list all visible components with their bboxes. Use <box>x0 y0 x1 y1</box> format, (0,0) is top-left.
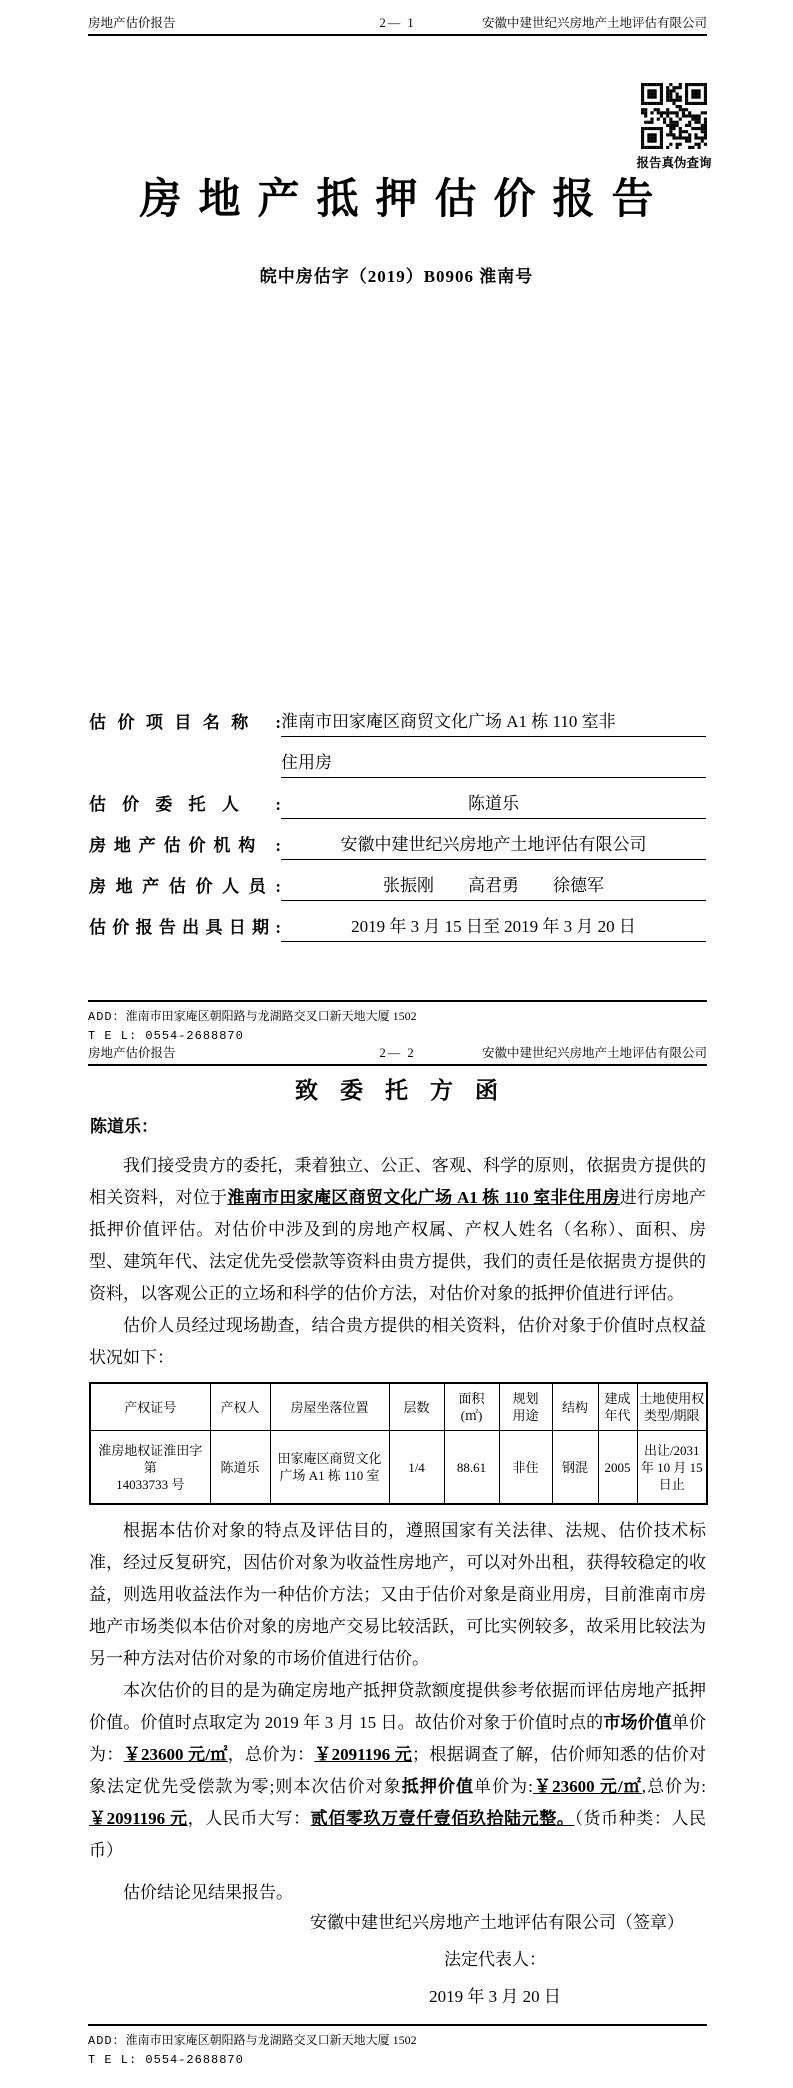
table-header-row <box>90 1383 707 1431</box>
tel-label: T E L: <box>88 1029 138 1043</box>
field-label: 估价报告出具日期: <box>89 918 281 937</box>
col-owner: 产权人 <box>210 1383 270 1431</box>
field-value: 淮南市田家庵区商贸文化广场 A1 栋 110 室非 <box>281 707 706 737</box>
field-project-name-cont <box>89 737 706 778</box>
address-label: ADD： <box>88 2034 126 2048</box>
cell-floor: 1/4 <box>389 1431 444 1505</box>
col-location: 房屋坐落位置 <box>270 1383 389 1431</box>
signature-legal-rep: 法定代表人： <box>444 1950 546 1969</box>
page-number: 2— 2 <box>379 1046 416 1060</box>
col-floor: 层数 <box>389 1383 444 1431</box>
field-label: 估价委托人 : <box>89 795 281 814</box>
page2-footer <box>88 2024 707 2069</box>
field-value: 安徽中建世纪兴房地产土地评估有限公司 <box>281 830 706 860</box>
header-company-name: 安徽中建世纪兴房地产土地评估有限公司 <box>481 16 707 30</box>
field-value: 张振刚 高君勇 徐德军 <box>281 871 706 901</box>
qr-verification-block <box>634 83 714 171</box>
tel-label: T E L: <box>88 2053 138 2067</box>
signature-block <box>310 1904 684 2015</box>
footer-tel-line <box>88 2050 707 2069</box>
field-value: 2019 年 3 月 15 日至 2019 年 3 月 20 日 <box>281 912 706 942</box>
table-data-row <box>90 1431 707 1505</box>
property-rights-table <box>89 1382 708 1505</box>
field-appraisers <box>89 860 706 901</box>
field-agency <box>89 819 706 860</box>
field-report-date <box>89 901 706 942</box>
field-label: 估价项目名称 : <box>89 713 281 732</box>
field-label: 房地产估价人员: <box>89 877 281 896</box>
page1-footer <box>88 1000 707 1045</box>
cell-location: 田家庵区商贸文化 广场 A1 栋 110 室 <box>270 1431 389 1505</box>
address-value: 淮南市田家庵区朝阳路与龙湖路交叉口新天地大厦 1502 <box>125 2033 417 2047</box>
cell-certificate-no: 淮房地权证淮田字第 14033733 号 <box>90 1431 210 1505</box>
cell-year-built: 2005 <box>598 1431 637 1505</box>
col-planned-use: 规划 用途 <box>499 1383 552 1431</box>
paragraph-methodology: 根据本估价对象的特点及评估目的，遵照国家有关法律、法规、估价技术标准，经过反复研究，因估价对象为收益性房地产，可以对外出租，获得较稳定的收益，则选用收益法作为一种估价方法；又由于估价对象是商业用房，目前淮南市房地产市场类似本估价对象的房地产交易比较活跃，可比实例较多，故采用比较法为另一种方法对估价对象的市场价值进行估价。 <box>89 1521 706 1668</box>
paragraph-conclusion: 估价结论见结果报告。 <box>123 1883 293 1902</box>
col-land-use-right: 土地使用权 类型/期限 <box>637 1383 707 1431</box>
page2-running-header <box>88 1045 707 1066</box>
cell-area: 88.61 <box>444 1431 499 1505</box>
cover-fields <box>89 696 706 942</box>
cell-land-use-right: 出让/2031 年 10 月 15 日止 <box>637 1431 707 1505</box>
paragraph-inspection: 估价人员经过现场勘查，结合贵方提供的相关资料，估价对象于价值时点权益状况如下： <box>89 1316 706 1367</box>
field-value: 陈道乐 <box>281 789 706 819</box>
header-company-name: 安徽中建世纪兴房地产土地评估有限公司 <box>481 1046 707 1060</box>
field-label: 房地产估价机构 : <box>89 836 281 855</box>
field-client <box>89 778 706 819</box>
col-certificate-no: 产权证号 <box>90 1383 210 1431</box>
col-year-built: 建成 年代 <box>598 1383 637 1431</box>
qr-code-icon <box>641 83 707 149</box>
tel-value: 0554-2688870 <box>145 1029 244 1043</box>
page1-running-header <box>88 15 707 36</box>
page-number: 2— 1 <box>379 16 416 30</box>
letter-title: 致委托方函 <box>295 1078 520 1103</box>
signature-date: 2019 年 3 月 20 日 <box>429 1987 561 2006</box>
cover-title: 房地产抵押估价报告 <box>139 177 671 223</box>
footer-tel-line <box>88 1026 707 1045</box>
header-report-type: 房地产估价报告 <box>88 1046 176 1060</box>
document-number: 皖中房估字（2019）B0906 淮南号 <box>259 267 534 286</box>
letter-salutation: 陈道乐： <box>90 1117 158 1136</box>
footer-address-line <box>88 1007 707 1026</box>
address-label: ADD： <box>88 1010 126 1024</box>
tel-value: 0554-2688870 <box>145 2053 244 2067</box>
field-value: 住用房 <box>281 748 706 778</box>
header-report-type: 房地产估价报告 <box>88 16 176 30</box>
signature-company: 安徽中建世纪兴房地产土地评估有限公司（签章） <box>310 1913 684 1932</box>
address-value: 淮南市田家庵区朝阳路与龙湖路交叉口新天地大厦 1502 <box>125 1009 417 1023</box>
paragraph-valuation-result: 本次估价的目的是为确定房地产抵押贷款额度提供参考依据而评估房地产抵押价值。价值时点取定为 2019 年 3 月 15 日。故估价对象于价值时点的市场价值单价为：￥23600 元/㎡，总价为：￥2091196 元；根据调查了解，估价师知悉的估价对象法定优先受偿款为零;则本次估价对象抵押价值单价为:￥23600 元/㎡,总价为:￥2091196 元，人民币大写：贰佰零玖万壹仟壹佰玖拾陆元整。（货币种类：人民币） <box>89 1681 707 1860</box>
cell-structure: 钢混 <box>552 1431 598 1505</box>
qr-caption: 报告真伪查询 <box>636 156 712 170</box>
field-project-name <box>89 696 706 737</box>
letter-body <box>89 1150 706 1909</box>
paragraph-engagement: 我们接受贵方的委托，秉着独立、公正、客观、科学的原则，依据贵方提供的相关资料，对位于淮南市田家庵区商贸文化广场 A1 栋 110 室非住用房进行房地产抵押价值评估。对估价中涉及到的房地产权属、产权人姓名（名称）、面积、房型、建筑年代、法定优先受偿款等资料由贵方提供，我们的责任是依据贵方提供的资料，以客观公正的立场和科学的估价方法，对估价对象的抵押价值进行评估。 <box>89 1156 706 1303</box>
cell-owner: 陈道乐 <box>210 1431 270 1505</box>
col-structure: 结构 <box>552 1383 598 1431</box>
cell-planned-use: 非住 <box>499 1431 552 1505</box>
footer-address-line <box>88 2031 707 2050</box>
col-area: 面积 (㎡) <box>444 1383 499 1431</box>
